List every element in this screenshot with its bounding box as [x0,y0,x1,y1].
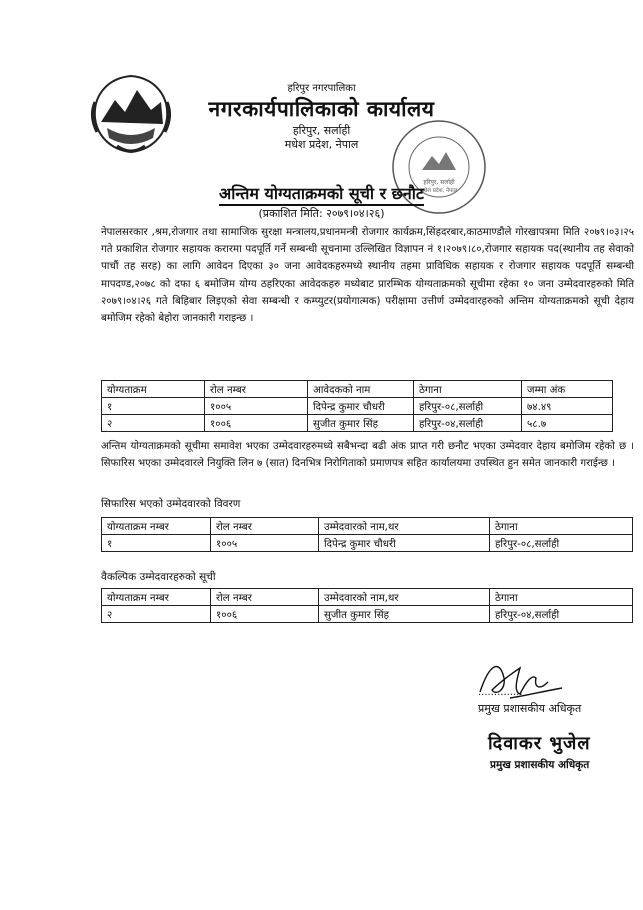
final-merit-list-table [101,380,613,432]
notice-title: अन्तिम योग्यताक्रमको सूची र छनौट [0,182,643,204]
address-line-2: मधेश प्रदेश, नेपाल [284,138,359,151]
table-cell: २ [102,606,211,623]
table-cell: ७४.४९ [522,398,613,415]
table-cell: ५८.७ [522,415,613,432]
header-cell: आवेदकको नाम [308,381,414,398]
table-cell: सुजीत कुमार सिंह [308,415,414,432]
alternate-candidates-label: वैकल्पिक उम्मेदवारहरुको सूची [101,571,216,583]
table-header-row [102,381,613,398]
table-header-row [102,518,633,535]
recommended-candidate-label: सिफारिस भएको उम्मेदवारको विवरण [101,498,241,510]
header-cell: योग्यताक्रम नम्बर [102,589,211,606]
svg-text:हरिपुर, सर्लाही: हरिपुर, सर्लाही [423,179,455,186]
header-cell: योग्यताक्रम [102,381,205,398]
signatory-title: प्रमुख प्रशासकीय अधिकृत [478,702,582,715]
table-cell: सुजीत कुमार सिंह [319,606,490,623]
table-cell: १ [102,398,205,415]
header-cell: रोल नम्बर [205,381,308,398]
table-cell: हरिपुर-०४,सर्लाही [490,606,633,623]
table-cell: दिपेन्द्र कुमार चौधरी [308,398,414,415]
table-cell: २ [102,415,205,432]
handwritten-signature [470,652,570,708]
header-cell: ठेगाना [414,381,522,398]
table-cell: १००६ [205,415,308,432]
table-cell: १ [102,535,211,552]
notice-paragraph-2: अन्तिम योग्यताक्रमको सूचीमा समावेश भएका उम्मेदवारहरुमध्ये सबैभन्दा बढी अंक प्राप्त गरी छनौट भएका उम्मेदवार देहाय बमोजिम रहेको छ । सिफारिस भएका उम्मेदवारले नियुक्ति लिन ७ (सात) दिनभित्र निरोगिताको प्रमाणपत्र सहित कार्यालयमा उपस्थित हुन समेत जानकारी गराईन्छ । [101,441,634,470]
table-row [102,415,613,432]
table-cell: हरिपुर-०८,सर्लाही [414,398,522,415]
header-cell: रोल नम्बर [211,589,319,606]
name-stamp-title: प्रमुख प्रशासकीय अधिकृत [490,759,590,771]
table-cell: दिपेन्द्र कुमार चौधरी [319,535,490,552]
table-row [102,606,633,623]
table-cell: हरिपुर-०८,सर्लाही [490,535,633,552]
table-row [102,398,613,415]
header-cell: ठेगाना [490,518,633,535]
municipality-name: हरिपुर नगरपालिका [287,83,356,94]
office-name: नगरकार्यपालिकाको कार्यालय [208,97,435,121]
recommended-candidate-table [101,517,633,552]
table-row [102,535,633,552]
header-cell: रोल नम्बर [211,518,319,535]
address-line-1: हरिपुर, सर्लाही [292,124,351,137]
table-cell: हरिपुर-०४,सर्लाही [414,415,522,432]
header-cell: योग्यताक्रम नम्बर [102,518,211,535]
header-cell: ठेगाना [490,589,633,606]
alternate-candidates-table [101,588,633,623]
published-date: (प्रकाशित मिति: २०७९।०४।२६) [258,207,385,220]
svg-text:मधेश प्रदेश, नेपाल: मधेश प्रदेश, नेपाल [420,188,458,194]
table-cell: १००६ [211,606,319,623]
notice-paragraph-1: नेपालसरकार ,श्रम,रोजगार तथा सामाजिक सुरक्षा मन्त्रालय,प्रधानमन्त्री रोजगार कार्यक्रम,सिंहदरबार,काठमाण्डौले गोरखापत्रमा मिति २०७९।०३।२५ गते प्रकाशित रोजगार सहायक करारमा पदपूर्ति गर्ने सम्बन्धी सूचनामा उल्लिखित विज्ञापन नं १।२०७९।८०,रोजगार सहायक पद(स्थानीय तह सेवाको पाचौं तह सरह) का लागि आवेदन दिएका ३० जना आवेदकहरुमध्ये स्थानीय तहमा प्राविधिक सहायक र रोजगार सहायक पदपूर्ति सम्बन्धी मापदण्ड,२०७८ को दफा ६ बमोजिम योग्य ठहरिएका आवेदकहरु मध्येबाट प्रारम्भिक योग्यताक्रमको सूचीमा रहेका १० जना उम्मेदवारहरुको मिति २०७९।०४।२६ गते बिहिबार लिइएको सेवा सम्बन्धी र कम्प्युटर(प्रयोगात्मक) परीक्षामा उत्तीर्ण उम्मेदवारहरुको अन्तिम योग्यताक्रमको सूची देहाय बमोजिम रहेको बेहोरा जानकारी गराइन्छ । [101,227,634,325]
signature-line: .............. [478,687,523,698]
header-cell: उम्मेदवारको नाम,थर [319,589,490,606]
table-cell: १००५ [211,535,319,552]
header-cell: उम्मेदवारको नाम,थर [319,518,490,535]
header-cell: जम्मा अंक [522,381,613,398]
name-stamp: दिवाकर भुजेल [488,733,591,754]
table-header-row [102,589,633,606]
table-cell: १००५ [205,398,308,415]
